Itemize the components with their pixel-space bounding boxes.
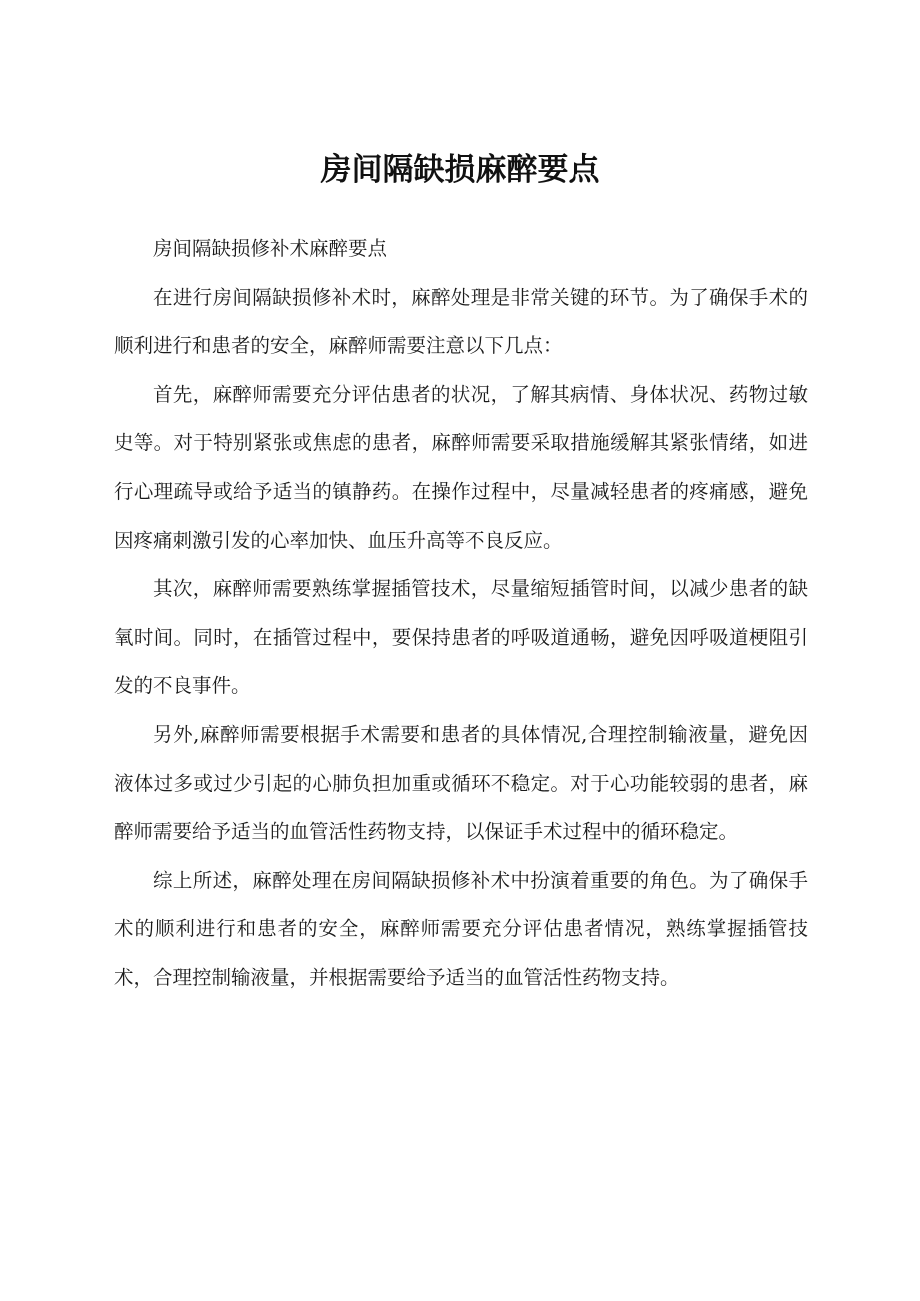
paragraph-intubation: 其次，麻醉师需要熟练掌握插管技术，尽量缩短插管时间，以减少患者的缺氧时间。同时，在插管过程中，要保持患者的呼吸道通畅，避免因呼吸道梗阻引发的不良事件。: [114, 577, 808, 698]
paragraph-subtitle: 房间隔缺损修补术麻醉要点: [153, 237, 388, 260]
paragraph-fluid-control: 另外,麻醉师需要根据手术需要和患者的具体情况,合理控制输液量，避免因液体过多或过少引起的心肺负担加重或循环不稳定。对于心功能较弱的患者，麻醉师需要给予适当的血管活性药物支持，以保证手术过程中的循环稳定。: [114, 722, 808, 844]
paragraph-summary: 综上所述，麻醉处理在房间隔缺损修补术中扮演着重要的角色。为了确保手术的顺利进行和患者的安全，麻醉师需要充分评估患者情况，熟练掌握插管技术，合理控制输液量，并根据需要给予适当的血管活性药物支持。: [114, 868, 808, 989]
paragraph-intro: 在进行房间隔缺损修补术时，麻醉处理是非常关键的环节。为了确保手术的顺利进行和患者的安全，麻醉师需要注意以下几点：: [114, 285, 808, 358]
paragraph-assessment: 首先，麻醉师需要充分评估患者的状况，了解其病情、身体状况、药物过敏史等。对于特别紧张或焦虑的患者，麻醉师需要采取措施缓解其紧张情绪，如进行心理疏导或给予适当的镇静药。在操作过程中，尽量减轻患者的疼痛感，避免因疼痛刺激引发的心率加快、血压升高等不良反应。: [114, 382, 808, 552]
page-title: 房间隔缺损麻醉要点: [320, 151, 600, 188]
document-body: [114, 225, 808, 1003]
